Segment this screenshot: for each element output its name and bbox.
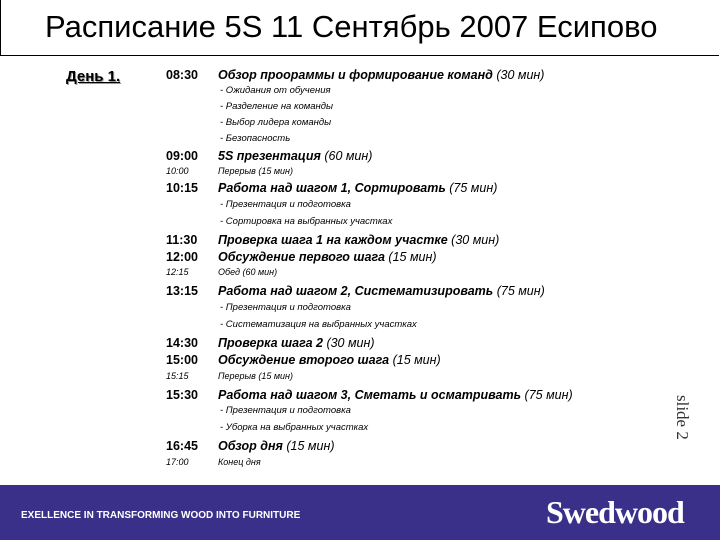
schedule-text [220, 117, 331, 128]
schedule-label: Проверка шага 1 на каждом участке [218, 233, 448, 247]
schedule-text [218, 149, 372, 163]
schedule-text [218, 166, 293, 176]
schedule-duration: (75 мин) [449, 181, 498, 195]
schedule-label: Конец дня [218, 457, 261, 467]
schedule-duration: (75 мин) [496, 284, 545, 298]
schedule-text [218, 388, 573, 402]
schedule-text [220, 199, 351, 210]
schedule-duration: (15 мин) [392, 353, 441, 367]
schedule-label: - Уборка на выбранных участках [220, 422, 369, 433]
schedule-label: - Систематизация на выбранных участках [220, 319, 417, 330]
schedule-label: - Разделение на команды [220, 101, 334, 112]
schedule-duration: (60 мин) [324, 149, 373, 163]
schedule-label: Обсуждение второго шага [218, 353, 390, 367]
schedule-time: 15:15 [166, 371, 189, 381]
schedule-time: 08:30 [166, 68, 198, 82]
schedule-text [218, 439, 335, 453]
schedule-text [220, 405, 351, 416]
schedule-label: - Выбор лидера команды [220, 117, 332, 128]
schedule-label: Обсуждение первого шага [218, 250, 385, 264]
schedule-text [218, 284, 545, 298]
schedule-text [218, 233, 499, 247]
schedule-text [220, 133, 290, 144]
schedule-text [218, 457, 261, 467]
schedule-text [218, 181, 497, 195]
schedule-text [220, 319, 417, 330]
schedule-label: Перерыв (15 мин) [218, 166, 293, 176]
schedule-text [220, 101, 333, 112]
schedule-label: - Ожидания от обучения [220, 85, 331, 96]
schedule-label: - Сортировка на выбранных участках [220, 216, 393, 227]
schedule-time: 16:45 [166, 439, 198, 453]
schedule-label: 5S презентация [218, 149, 321, 163]
schedule-text [220, 216, 392, 227]
schedule-label: - Безопасность [220, 133, 291, 144]
schedule-label: Работа над шагом 2, Систематизировать [218, 284, 494, 298]
schedule-text [218, 250, 437, 264]
schedule-text [218, 68, 544, 82]
schedule-label: - Презентация и подготовка [220, 302, 351, 313]
schedule-label: - Презентация и подготовка [220, 405, 351, 416]
schedule-label: Обзор дня [218, 439, 283, 453]
slide-number: slide 2 [673, 395, 692, 440]
footer-bar [0, 485, 720, 540]
schedule-label: Работа над шагом 3, Сметать и осматривать [218, 388, 522, 402]
schedule-text [220, 85, 331, 96]
swedwood-logo: Swedwood [546, 494, 684, 530]
schedule-text [218, 267, 277, 277]
slide-title: Расписание 5S 11 Сентябрь 2007 Есипово [45, 9, 658, 44]
schedule-label: Перерыв (15 мин) [218, 371, 293, 381]
schedule-time: 12:15 [166, 267, 189, 277]
schedule-text [220, 302, 351, 313]
schedule-text [218, 353, 441, 367]
day-label: День 1. [66, 68, 121, 85]
schedule-time: 10:00 [166, 166, 189, 176]
schedule-duration: (30 мин) [451, 233, 500, 247]
schedule-duration: (15 мин) [388, 250, 437, 264]
schedule-time: 15:00 [166, 353, 198, 367]
schedule-time: 13:15 [166, 284, 198, 298]
schedule-label: Работа над шагом 1, Сортировать [218, 181, 446, 195]
schedule-duration: (30 мин) [496, 68, 545, 82]
schedule-time: 14:30 [166, 336, 198, 350]
schedule-label: Обзор проораммы и формирование команд [218, 68, 493, 82]
schedule-time: 17:00 [166, 457, 189, 467]
schedule-duration: (30 мин) [326, 336, 375, 350]
schedule-label: - Презентация и подготовка [220, 199, 351, 210]
schedule-time: 15:30 [166, 388, 198, 402]
schedule-label: Обед (60 мин) [218, 267, 278, 277]
schedule-label: Проверка шага 2 [218, 336, 323, 350]
schedule-text [218, 371, 293, 381]
schedule-duration: (75 мин) [524, 388, 573, 402]
footer-tagline: EXELLENCE IN TRANSFORMING WOOD INTO FURNITURE [21, 510, 301, 521]
schedule-time: 12:00 [166, 250, 198, 264]
schedule-duration: (15 мин) [286, 439, 335, 453]
schedule-text [218, 336, 375, 350]
schedule-time: 09:00 [166, 149, 198, 163]
schedule-time: 11:30 [166, 233, 198, 247]
schedule-time: 10:15 [166, 181, 198, 195]
schedule-text [220, 422, 368, 433]
